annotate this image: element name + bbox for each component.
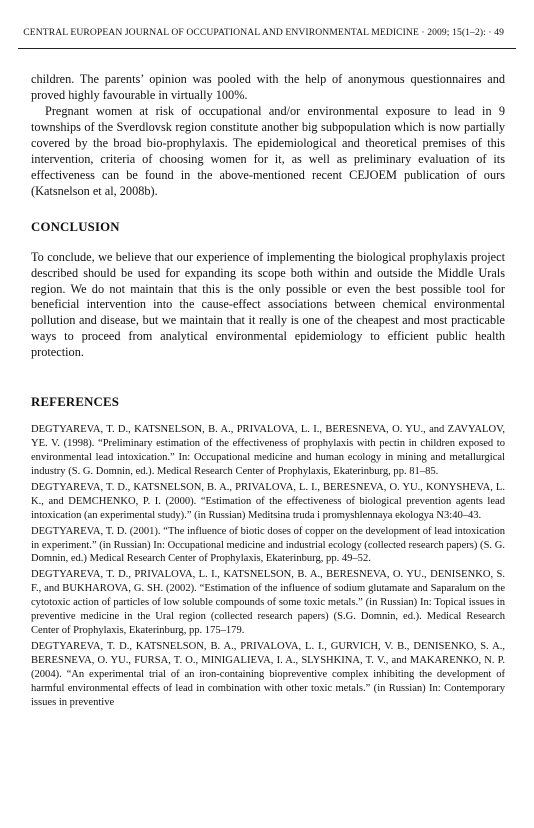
conclusion-heading: CONCLUSION — [31, 219, 120, 234]
references-heading: REFERENCES — [31, 395, 120, 410]
reference-item: DEGTYAREVA, T. D., KATSNELSON, B. A., PRIVALOVA, L. I., BERESNEVA, O. YU., and ZAVYALOV, YE. V. (1998). “Preliminary estimation of the effectiveness of prophylaxis with pectin in children exposed to environmental lead intoxication.” In: Occupational medicine and human ecology in mining and metallurgical industry (S. G. Domnin, ed.). Medical Research Center of Prophylaxis, Ekaterinburg, pp. 81–85. — [31, 424, 505, 478]
conclusion-paragraph: To conclude, we believe that our experience of implementing the biological prophylaxis project described should be used for expanding its scope both within and outside the Middle Urals region. We do not maintain that this is the only possible or even the best possible tool for beneficial intervention into the cause-effect associations between chemical environmental pollution and disease, but we maintain that it really is one of the cheapest and most practicable ways to proceed from analytical environmental epidemiology to efficient public health protection. — [31, 249, 505, 360]
reference-item: DEGTYAREVA, T. D. (2001). “The influence of biotic doses of copper on the development of lead intoxication in experiment.” (in Russian) In: Occupational medicine and industrial ecology (collected research papers) (S. G. Domnin, ed.) Medical Research Center of Prophylaxis, Ekaterinburg, pp. 49–52. — [31, 525, 505, 565]
paragraph-pregnant-women: Pregnant women at risk of occupational and/or environmental exposure to lead in 9 townships of the Sverdlovsk region constitute another big subpopulation which is now partially covered by the broad bio-prophylaxis. The epidemiological and theoretical premises of this intervention, criteria of choosing women for it, as well as preliminary evaluation of its effectiveness can be found in the above-mentioned recent CEJOEM publication of ours (Katsnelson et al, 2008b). — [31, 103, 505, 198]
paragraph-continuation: children. The parents’ opinion was pooled with the help of anonymous questionnaires and proved highly favourable in virtually 100%. — [31, 72, 505, 102]
reference-item: DEGTYAREVA, T. D., PRIVALOVA, L. I., KATSNELSON, B. A., BERESNEVA, O. YU., DENISENKO, S. F., and BUKHAROVA, G. SH. (2002). “Estimation of the influence of sodium glutamate and Saparalum on the cytotoxic action of particles of low soluble compounds of some toxic metals.” (in Russian) In: Topical issues in preventive medicine in the Ural region (collected research papers) (S.G. Domnin, ed.). Medical Research Center of Prophylaxis, Ekaterinburg, pp. 175–179. — [31, 569, 505, 636]
reference-item: DEGTYAREVA, T. D., KATSNELSON, B. A., PRIVALOVA, L. I., BERESNEVA, O. YU., KONYSHEVA, L. K., and DEMCHENKO, P. I. (2000). “Estimation of the effectiveness of biological prevention agents lead intoxication (an experimental study).” (in Russian) Meditsina truda i promyshlennaya ekologya N3:40–43. — [31, 481, 505, 521]
article-body — [31, 72, 505, 711]
running-head: CENTRAL EUROPEAN JOURNAL OF OCCUPATIONAL AND ENVIRONMENTAL MEDICINE · 2009; 15(1–2): · 49 — [23, 27, 504, 38]
reference-item: DEGTYAREVA, T. D., KATSNELSON, B. A., PRIVALOVA, L. I., GURVICH, V. B., DENISENKO, S. A., BERESNEVA, O. YU., FURSA, T. O., MINIGALIEVA, I. A., SLYSHKINA, T. V., and MAKARENKO, N. P. (2004). “An experimental trial of an iron-containing biopreventive complex inhibiting the development of harmful environmental effects of lead in combination with other toxic metals.” (in Russian) In: Contemporary issues in preventive — [31, 640, 505, 708]
header-divider — [18, 48, 516, 49]
reference-list — [31, 423, 505, 709]
